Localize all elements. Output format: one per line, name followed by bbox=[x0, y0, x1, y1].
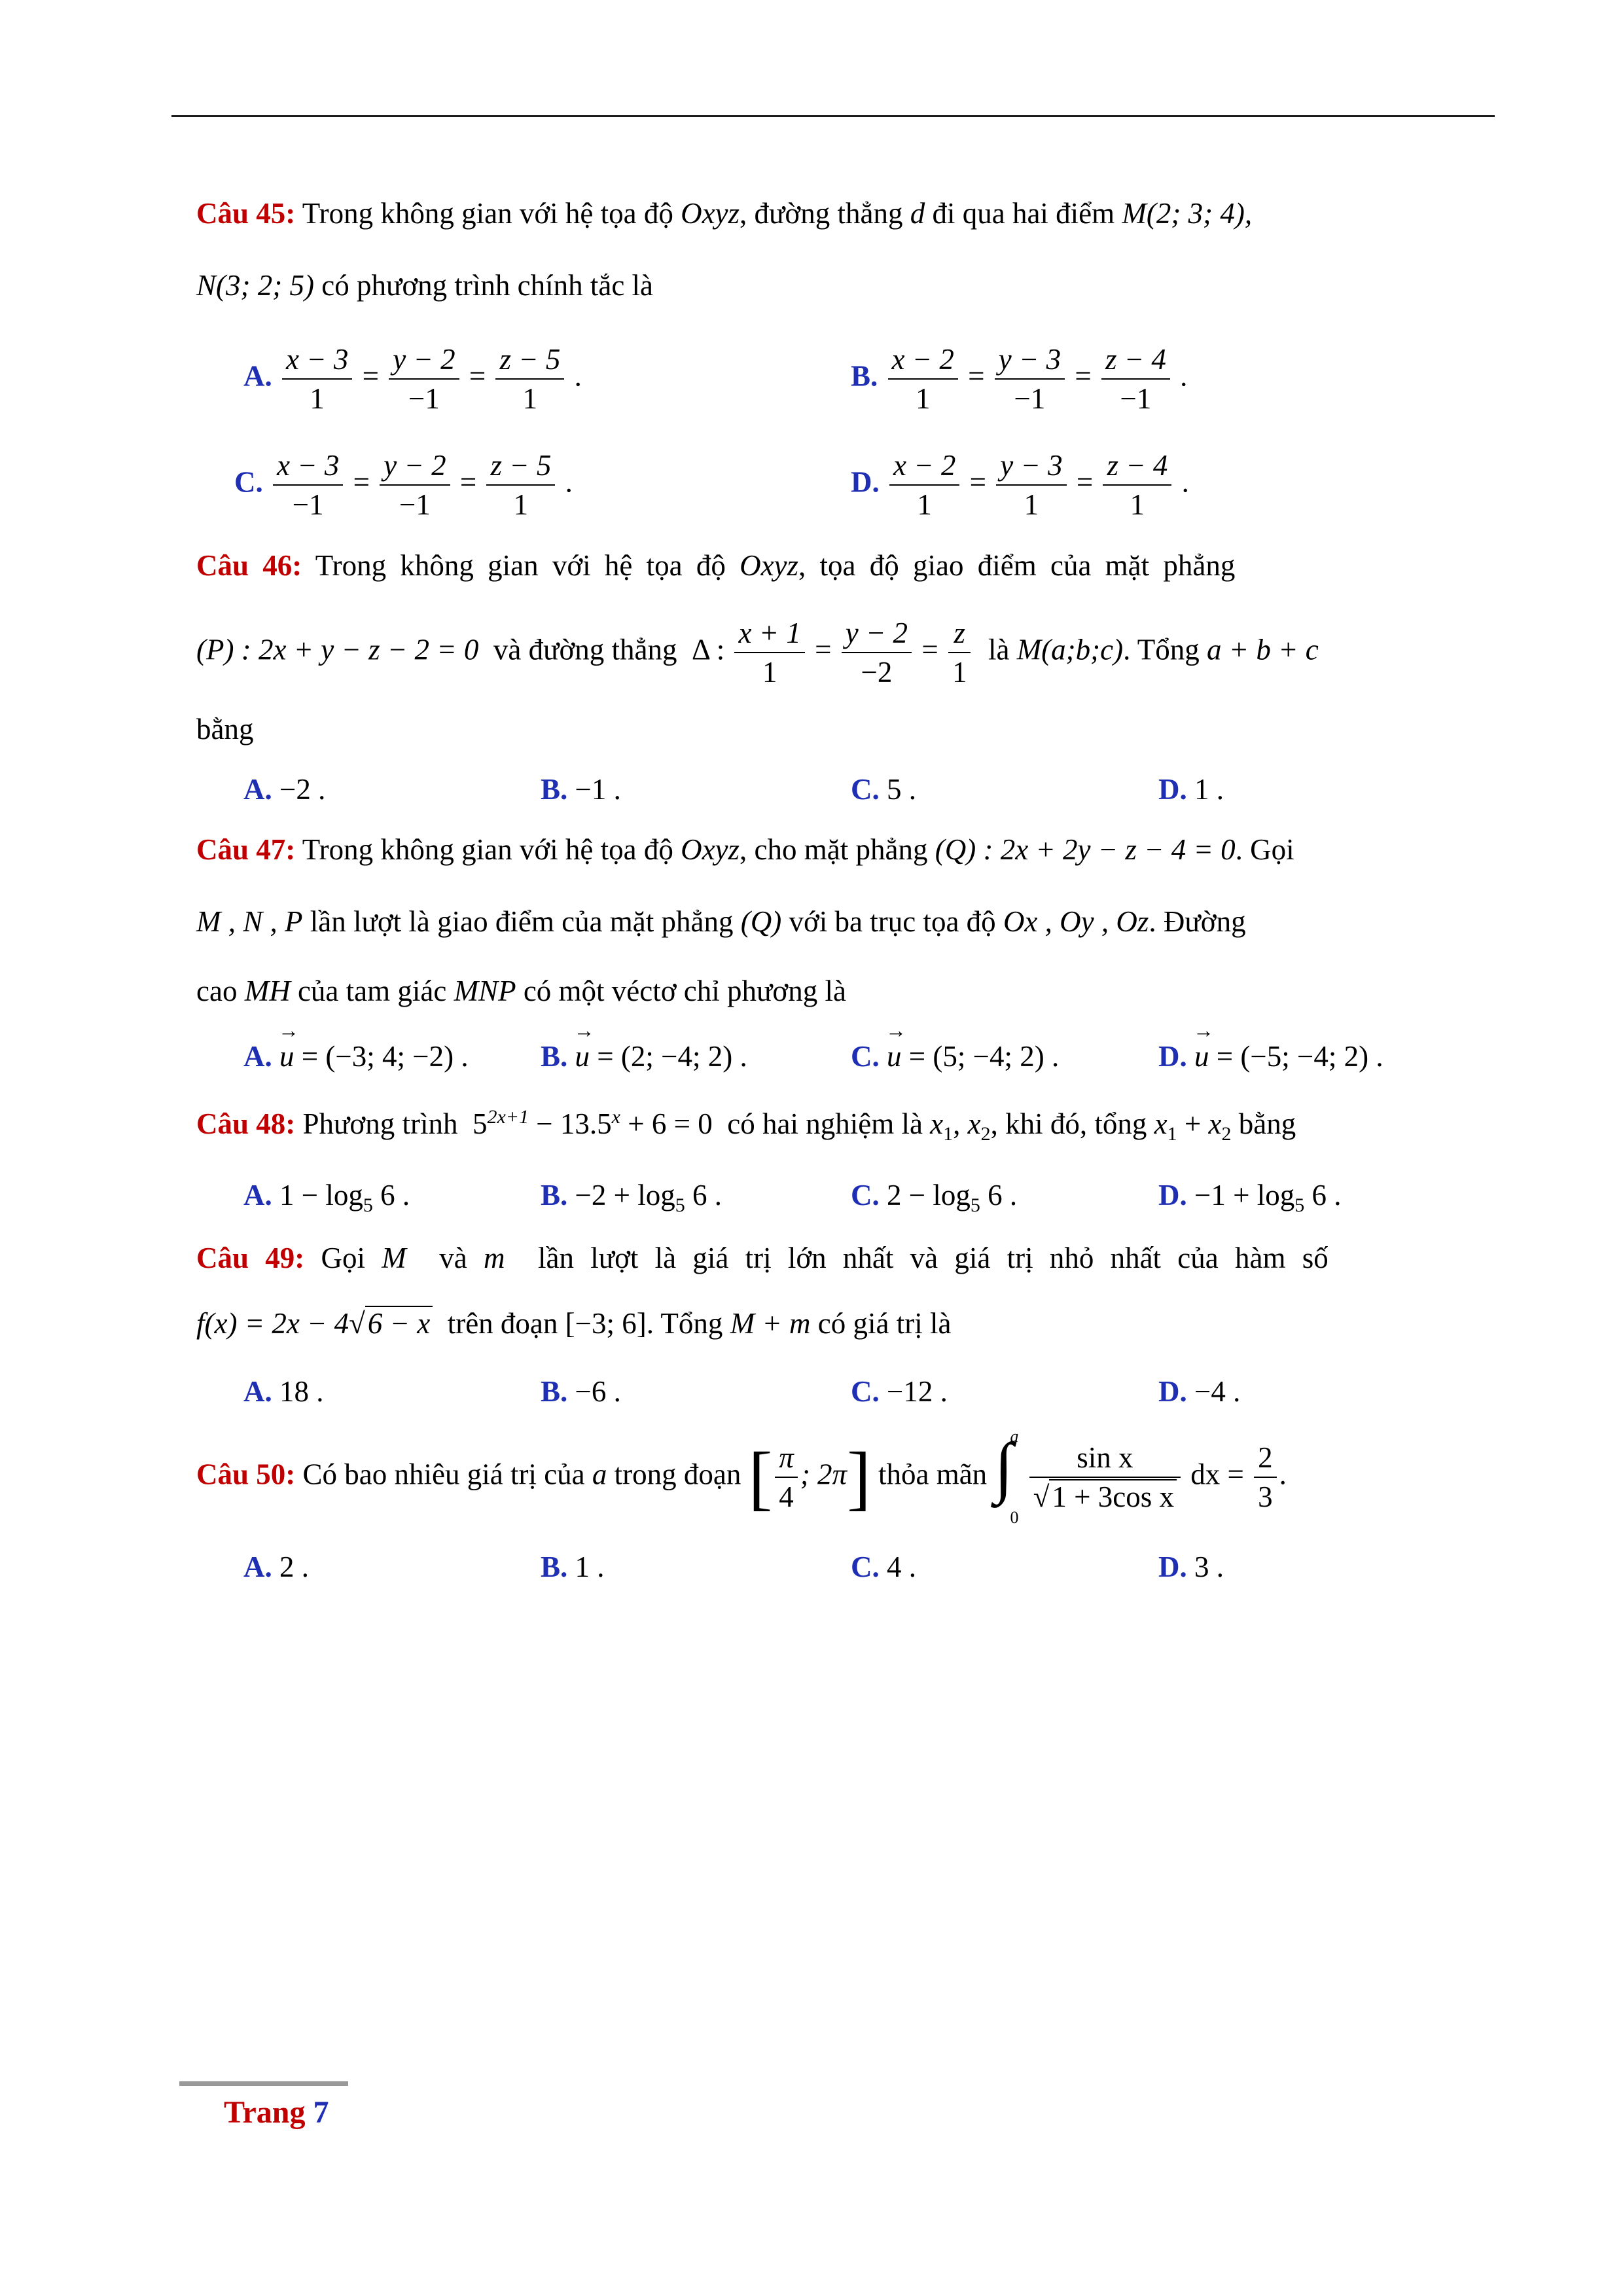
question-text: , đường thẳng bbox=[740, 197, 903, 230]
subscript: 5 bbox=[363, 1194, 373, 1216]
bracket-close: ] bbox=[847, 1437, 871, 1517]
option-value: 6 . bbox=[685, 1179, 722, 1211]
min-value: m bbox=[484, 1242, 505, 1274]
question-text: . Tổng bbox=[646, 1307, 723, 1340]
line-delta: Δ : bbox=[692, 633, 725, 666]
question-50-option-d[interactable] bbox=[1158, 1550, 1224, 1584]
option-label: B. bbox=[541, 1040, 568, 1073]
question-text: Gọi bbox=[321, 1242, 366, 1274]
question-text: là bbox=[988, 633, 1010, 666]
question-48-option-d[interactable] bbox=[1158, 1178, 1342, 1217]
sum-roots: $x_1 + x_2$ bbox=[1154, 1107, 1232, 1145]
question-text: có hai nghiệm là bbox=[727, 1107, 923, 1140]
segment-mh: MH bbox=[244, 975, 291, 1007]
question-text: Phương trình bbox=[302, 1107, 458, 1140]
bracket-open: [ bbox=[748, 1437, 773, 1517]
function: f(x) = 2x − 4 bbox=[196, 1307, 349, 1340]
line-name: d bbox=[910, 197, 925, 230]
question-49-option-c[interactable] bbox=[851, 1374, 948, 1408]
question-45-option-d[interactable]: D. $\frac{x - 2}{1}$ = $\frac{y - 3}{1}$ = $\frac{z - 4}{1}$ . bbox=[851, 446, 1189, 524]
plane-equation: (Q) : 2x + 2y − z − 4 = 0 bbox=[935, 833, 1236, 866]
question-text: . Tổng bbox=[1123, 633, 1200, 666]
question-text: lần lượt là giao điểm của mặt phẳng bbox=[310, 905, 734, 938]
question-text: cao bbox=[196, 975, 238, 1007]
sqrt-radicand: 6 − x bbox=[365, 1306, 433, 1340]
option-value: 3 . bbox=[1194, 1551, 1224, 1583]
axes: Ox , Oy , Oz bbox=[1003, 905, 1149, 938]
question-label: Câu 45: bbox=[196, 197, 296, 230]
question-text: Trong không gian với hệ tọa độ bbox=[302, 197, 673, 230]
question-text: với ba trục tọa độ bbox=[789, 905, 996, 938]
fraction: $\frac{z - 4}{-1}$ bbox=[1101, 340, 1170, 418]
question-46-line-1 bbox=[196, 548, 1420, 583]
option-value: 18 . bbox=[279, 1375, 324, 1408]
fraction: $\frac{y - 2}{-1}$ bbox=[380, 446, 450, 524]
question-text: , cho mặt phẳng bbox=[740, 833, 928, 866]
question-49-option-a[interactable] bbox=[243, 1374, 324, 1408]
fraction: $\frac{y - 2}{-2}$ bbox=[842, 614, 912, 691]
question-text: của tam giác bbox=[297, 975, 447, 1007]
option-label: D. bbox=[1158, 1179, 1187, 1211]
question-49-line-1 bbox=[196, 1241, 1420, 1275]
question-46-option-c[interactable] bbox=[851, 772, 916, 806]
plane-equation: (P) : 2x + y − z − 2 = 0 bbox=[196, 633, 479, 666]
equation: $5^{2x+1} - 13.5^x + 6 = 0$ bbox=[472, 1106, 713, 1140]
option-value: = (−3; 4; −2) . bbox=[294, 1040, 469, 1073]
question-text: có giá trị là bbox=[817, 1307, 952, 1340]
question-45-option-c[interactable]: C. $\frac{x - 3}{-1}$ = $\frac{y - 2}{-1}$ = $\frac{z - 5}{1}$ . bbox=[234, 446, 573, 524]
question-label: Câu 50: bbox=[196, 1458, 296, 1491]
fraction: $\frac{x - 3}{1}$ bbox=[282, 340, 352, 418]
option-value: −2 + log bbox=[575, 1179, 675, 1211]
option-label: C. bbox=[851, 1040, 880, 1073]
question-text: lần lượt là giá trị lớn nhất và giá trị nhỏ nhất của hàm số bbox=[538, 1242, 1329, 1274]
integral-sign: ∫ a 0 bbox=[994, 1427, 1019, 1527]
question-text: bằng bbox=[1238, 1107, 1296, 1140]
option-label: A. bbox=[243, 359, 272, 393]
question-label: Câu 49: bbox=[196, 1242, 305, 1274]
question-text: Trong không gian với hệ tọa độ bbox=[315, 549, 726, 582]
subscript: 2 bbox=[980, 1123, 991, 1145]
question-48-option-b[interactable] bbox=[541, 1178, 722, 1217]
question-text: và đường thẳng bbox=[493, 633, 677, 666]
sqrt-sign: √ bbox=[349, 1307, 365, 1340]
option-label: C. bbox=[851, 1375, 880, 1408]
question-45-option-a[interactable]: A. $\frac{x - 3}{1}$ = $\frac{y - 2}{-1}$ = $\frac{z - 5}{1}$ . bbox=[243, 340, 582, 418]
question-text: , tọa độ giao điểm của mặt phẳng bbox=[798, 549, 1236, 582]
option-value: 2 . bbox=[279, 1551, 309, 1583]
vector-u: → u bbox=[279, 1039, 294, 1073]
question-47-line-2 bbox=[196, 905, 1420, 939]
question-47-line-1 bbox=[196, 833, 1420, 867]
option-label: A. bbox=[243, 1040, 272, 1073]
option-label: C. bbox=[851, 1551, 880, 1583]
question-50-option-c[interactable] bbox=[851, 1550, 916, 1584]
point-m: M(2; 3; 4), bbox=[1122, 197, 1253, 230]
option-label: D. bbox=[1158, 1040, 1187, 1073]
subscript: 5 bbox=[675, 1194, 685, 1216]
interval: [−3; 6] bbox=[565, 1307, 647, 1340]
option-label: A. bbox=[243, 773, 272, 806]
fraction: $\frac{z - 5}{1}$ bbox=[486, 446, 555, 524]
variable-a: a bbox=[592, 1458, 607, 1491]
question-text: . Gọi bbox=[1235, 833, 1294, 866]
vector-u: → u bbox=[887, 1039, 902, 1073]
fraction: $\frac{y - 3}{-1}$ bbox=[995, 340, 1065, 418]
footer-word: Trang bbox=[224, 2095, 306, 2130]
fraction: $\frac{z - 5}{1}$ bbox=[495, 340, 564, 418]
question-47-line-3 bbox=[196, 974, 1420, 1008]
option-label: C. bbox=[851, 1179, 880, 1211]
point-n: N(3; 2; 5) bbox=[196, 269, 314, 302]
option-value: −6 . bbox=[575, 1375, 621, 1408]
question-45-line-1 bbox=[196, 196, 1420, 230]
coordinate-system: Oxyz bbox=[740, 549, 799, 582]
question-48-line-1: Câu 48: Phương trình $5^{2x+1} - 13.5^x + 6 = 0$ có hai nghiệm là $x_1$, $x_2$, khi đó, tổng $x_1 + x_2$ bằng bbox=[196, 1106, 1296, 1145]
question-label: Câu 46: bbox=[196, 549, 302, 582]
fraction-pi-4: $\frac{\pi}{4}$ bbox=[775, 1439, 798, 1516]
option-label: B. bbox=[541, 773, 568, 806]
dx-equals: dx = bbox=[1190, 1458, 1244, 1491]
fraction: $\frac{z - 4}{1}$ bbox=[1103, 446, 1171, 524]
root-x2: x bbox=[967, 1107, 981, 1140]
option-label: D. bbox=[1158, 1375, 1187, 1408]
question-text: có phương trình chính tắc là bbox=[321, 269, 654, 302]
fraction-rhs: $\frac{2}{3}$ bbox=[1254, 1439, 1277, 1516]
question-45-line-2 bbox=[196, 268, 1420, 302]
point-m: M(a;b;c) bbox=[1016, 633, 1124, 666]
option-value: 6 . bbox=[1304, 1179, 1342, 1211]
option-label: B. bbox=[541, 1179, 568, 1211]
fraction: $\frac{y - 2}{-1}$ bbox=[389, 340, 459, 418]
option-value: = (−5; −4; 2) . bbox=[1209, 1040, 1383, 1073]
vector-u: → u bbox=[1194, 1039, 1209, 1073]
plane-name: (Q) bbox=[740, 905, 782, 938]
vector-u: → u bbox=[575, 1039, 590, 1073]
option-value: 4 . bbox=[887, 1551, 916, 1583]
option-value: −4 . bbox=[1194, 1375, 1241, 1408]
header-rule bbox=[171, 115, 1495, 117]
subscript: 1 bbox=[943, 1123, 954, 1145]
question-text: Trong không gian với hệ tọa độ bbox=[302, 833, 673, 866]
question-text: thỏa mãn bbox=[878, 1458, 988, 1491]
page-number: 7 bbox=[313, 2095, 329, 2130]
option-value: 6 . bbox=[372, 1179, 410, 1211]
footer-bar bbox=[179, 2081, 348, 2086]
question-47-option-c[interactable] bbox=[851, 1039, 1059, 1073]
fraction: $\frac{x - 2}{1}$ bbox=[888, 340, 958, 418]
sum-expression: M + m bbox=[730, 1307, 811, 1340]
option-value: = (2; −4; 2) . bbox=[590, 1040, 747, 1073]
option-label: D. bbox=[1158, 773, 1187, 806]
option-value: 1 . bbox=[575, 1551, 605, 1583]
coordinate-system: Oxyz bbox=[681, 833, 740, 866]
question-text: trong đoạn bbox=[614, 1458, 741, 1491]
question-text: bằng bbox=[196, 713, 254, 745]
question-48-option-c[interactable] bbox=[851, 1178, 1017, 1217]
page-footer bbox=[224, 2094, 329, 2130]
option-label: C. bbox=[851, 773, 880, 806]
option-label: B. bbox=[541, 1551, 568, 1583]
option-value: 1 − log bbox=[279, 1179, 363, 1211]
option-value: −1 . bbox=[575, 773, 621, 806]
option-label: B. bbox=[541, 1375, 568, 1408]
period: . bbox=[1279, 1458, 1287, 1491]
fraction: $\frac{z}{1}$ bbox=[948, 614, 971, 691]
question-49-line-2 bbox=[196, 1306, 1420, 1340]
question-47-option-a[interactable] bbox=[243, 1039, 469, 1073]
fraction: $\frac{x + 1}{1}$ bbox=[734, 614, 804, 691]
question-49-option-d[interactable] bbox=[1158, 1374, 1240, 1408]
question-text: có một véctơ chỉ phương là bbox=[523, 975, 846, 1007]
option-label: A. bbox=[243, 1551, 272, 1583]
question-47-option-b[interactable] bbox=[541, 1039, 747, 1073]
question-50-option-a[interactable] bbox=[243, 1550, 309, 1584]
question-48-option-a[interactable] bbox=[243, 1178, 410, 1217]
question-text: . Đường bbox=[1149, 905, 1246, 938]
coordinate-system: Oxyz bbox=[681, 197, 740, 230]
option-value: −12 . bbox=[887, 1375, 948, 1408]
fraction: $\frac{x - 2}{1}$ bbox=[889, 446, 959, 524]
option-label: A. bbox=[243, 1375, 272, 1408]
option-label: D. bbox=[851, 465, 880, 499]
question-45-option-b[interactable]: B. $\frac{x - 2}{1}$ = $\frac{y - 3}{-1}$ = $\frac{z - 4}{-1}$ . bbox=[851, 340, 1187, 418]
option-value: = (5; −4; 2) . bbox=[901, 1040, 1060, 1073]
question-46-option-a[interactable] bbox=[243, 772, 325, 806]
question-text: Có bao nhiêu giá trị của bbox=[302, 1458, 585, 1491]
fraction: $\frac{x - 3}{-1}$ bbox=[273, 446, 343, 524]
option-value: −1 + log bbox=[1194, 1179, 1295, 1211]
subscript: 5 bbox=[970, 1194, 980, 1216]
question-text: trên đoạn bbox=[447, 1307, 558, 1340]
question-47-option-d[interactable] bbox=[1158, 1039, 1383, 1073]
option-value: 2 − log bbox=[887, 1179, 971, 1211]
max-value: M bbox=[382, 1242, 406, 1274]
fraction: $\frac{y - 3}{1}$ bbox=[996, 446, 1066, 524]
option-value: 1 . bbox=[1194, 773, 1224, 806]
question-46-line-2: (P) : 2x + y − z − 2 = 0 và đường thẳng Δ : $\frac{x + 1}{1}$ = $\frac{y - 2}{-2}$ = $\frac{z}{1}$ là M(a;b;c). Tổng a + b + c bbox=[196, 614, 1420, 691]
option-value: −2 . bbox=[279, 773, 326, 806]
question-46-option-d[interactable] bbox=[1158, 772, 1224, 806]
question-text: , khi đó, tổng bbox=[990, 1107, 1147, 1140]
question-text: và bbox=[439, 1242, 467, 1274]
integrand: $\frac{\text{sin x}}{\text{√1 + 3cos x}}$ bbox=[1029, 1439, 1181, 1516]
question-label: Câu 47: bbox=[196, 833, 296, 866]
question-49-option-b[interactable] bbox=[541, 1374, 621, 1408]
question-50-line-1 bbox=[196, 1428, 1420, 1526]
sum-expression: a + b + c bbox=[1207, 633, 1319, 666]
question-text: đi qua hai điểm bbox=[932, 197, 1115, 230]
option-label: A. bbox=[243, 1179, 272, 1211]
option-label: B. bbox=[851, 359, 878, 393]
question-50-option-b[interactable] bbox=[541, 1550, 605, 1584]
option-value: 5 . bbox=[887, 773, 916, 806]
option-value: 6 . bbox=[980, 1179, 1018, 1211]
subscript: 5 bbox=[1294, 1194, 1305, 1216]
option-label: D. bbox=[1158, 1551, 1187, 1583]
question-46-option-b[interactable] bbox=[541, 772, 621, 806]
root-x1: x bbox=[930, 1107, 944, 1140]
option-label: C. bbox=[234, 465, 263, 499]
triangle-mnp: MNP bbox=[454, 975, 516, 1007]
points-mnp: M , N , P bbox=[196, 905, 303, 938]
question-46-line-3 bbox=[196, 712, 1420, 746]
interval-end: ; 2π bbox=[800, 1458, 847, 1491]
question-label: Câu 48: bbox=[196, 1107, 296, 1140]
